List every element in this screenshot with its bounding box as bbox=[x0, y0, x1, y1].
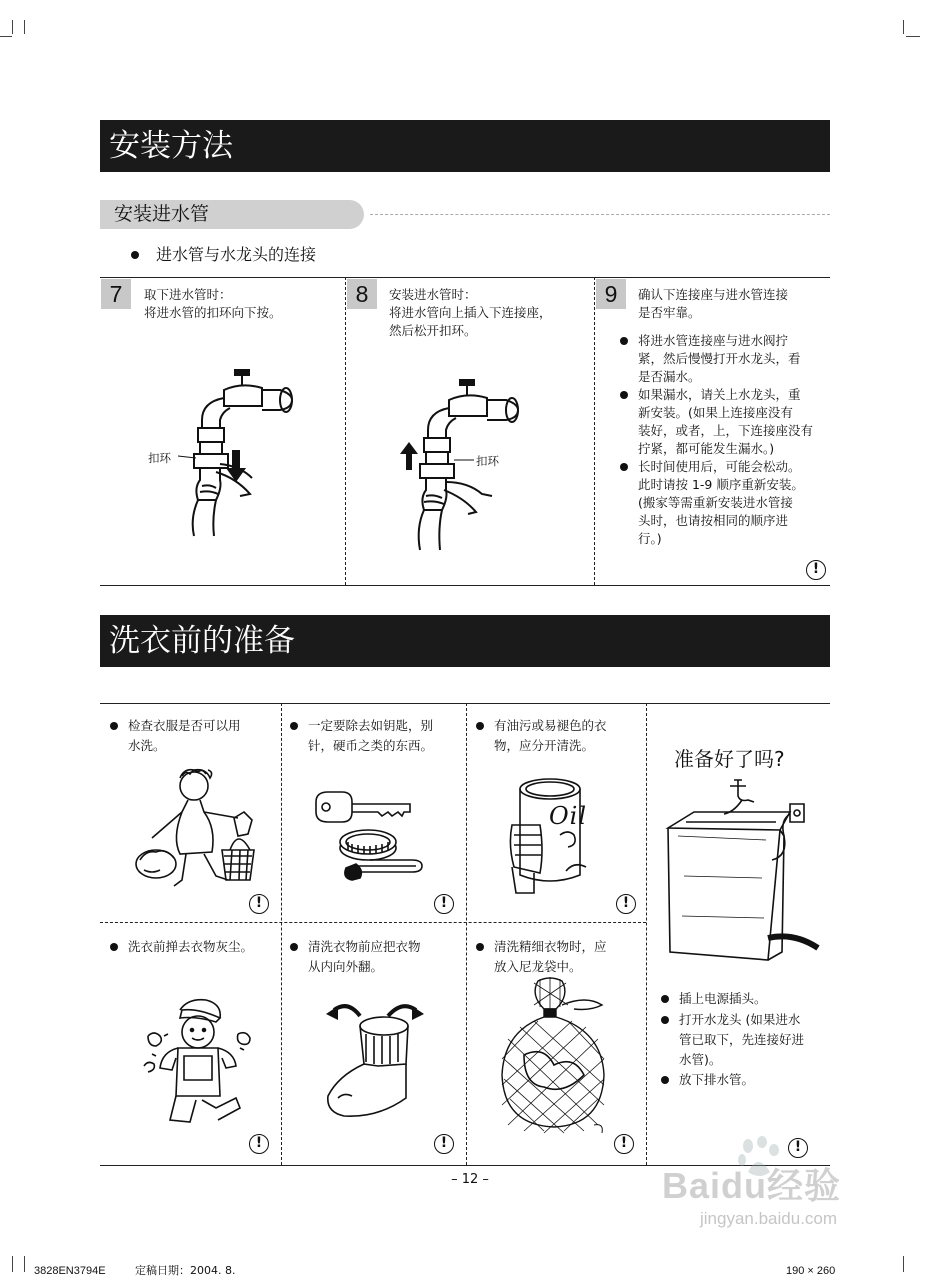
footer-size: 190 × 260 bbox=[786, 1265, 836, 1277]
faucet-illustration bbox=[180, 368, 300, 538]
ready-bullet-line: 插上电源插头。 bbox=[679, 991, 767, 1006]
bullet-dot bbox=[661, 995, 669, 1003]
step-text-line: 安装进水管时： bbox=[389, 287, 477, 302]
step-text-line: 确认下连接座与进水管连接 bbox=[638, 287, 789, 302]
step-text-line: 将进水管向上插入下连接座， bbox=[389, 305, 552, 320]
crop-mark bbox=[903, 1256, 904, 1272]
step-bullet-line: 拧紧，都可能发生漏水。) bbox=[638, 441, 775, 456]
ready-bullet-line: 放下排水管。 bbox=[679, 1072, 755, 1087]
ready-bullet-line: 管已取下，先连接好进 bbox=[679, 1032, 805, 1047]
cell-text-line: 清洗衣物前应把衣物 bbox=[308, 939, 421, 954]
section-title-installation: 安装方法 bbox=[100, 120, 830, 172]
warning-icon: ! bbox=[434, 1134, 454, 1154]
faucet-illustration bbox=[402, 378, 527, 553]
bullet-dot bbox=[290, 722, 298, 730]
step-text-line: 然后松开扣环。 bbox=[389, 323, 477, 338]
step-text-line: 将进水管的扣环向下按。 bbox=[144, 305, 282, 320]
grid-divider bbox=[466, 703, 467, 1165]
grid-divider bbox=[281, 703, 282, 1165]
step-bullet-line: (搬家等需重新安装进水管接 bbox=[638, 495, 793, 510]
step-bullet-line: 将进水管连接座与进水阀拧 bbox=[638, 333, 789, 348]
cell-text-line: 针，硬币之类的东西。 bbox=[308, 738, 434, 753]
oil-stained-clothes-illustration bbox=[500, 775, 600, 895]
warning-icon: ! bbox=[614, 1134, 634, 1154]
cell-text-line: 一定要除去如钥匙，别 bbox=[308, 718, 434, 733]
step-number: 8 bbox=[347, 279, 377, 309]
cell-text-line: 从内向外翻。 bbox=[308, 959, 384, 974]
child-with-laundry-illustration bbox=[132, 768, 262, 893]
crop-mark bbox=[903, 20, 904, 34]
crop-mark bbox=[12, 20, 13, 34]
bullet-dot bbox=[661, 1076, 669, 1084]
bullet-dot bbox=[476, 943, 484, 951]
grid-middle-divider bbox=[100, 922, 646, 923]
cell-text-line: 水洗。 bbox=[128, 738, 166, 753]
bullet-dot bbox=[110, 943, 118, 951]
steps-divider bbox=[594, 277, 595, 585]
crop-mark bbox=[24, 1256, 25, 1272]
steps-top-border bbox=[100, 277, 830, 278]
section-title-preparation: 洗衣前的准备 bbox=[100, 615, 830, 667]
step-number: 7 bbox=[101, 279, 131, 309]
step-bullet-line: 头时，也请按相同的顺序进 bbox=[638, 513, 789, 528]
boy-shaking-clothes-illustration bbox=[140, 996, 260, 1131]
subsection-title: 安装进水管 bbox=[100, 200, 364, 229]
ready-title: 准备好了吗? bbox=[674, 747, 785, 771]
nylon-mesh-bag-illustration bbox=[494, 975, 614, 1135]
step-bullet-line: 行。) bbox=[638, 531, 662, 546]
cell-text-line: 有油污或易褪色的衣 bbox=[494, 718, 607, 733]
watermark-url: jingyan.baidu.com bbox=[700, 1209, 838, 1228]
cell-text-line: 检查衣服是否可以用 bbox=[128, 718, 241, 733]
watermark-brand: Baidu经验 bbox=[662, 1165, 842, 1206]
ready-bullet-line: 水管)。 bbox=[679, 1052, 722, 1067]
crop-mark bbox=[0, 36, 12, 37]
crop-mark bbox=[12, 1256, 13, 1272]
bullet-dot bbox=[110, 722, 118, 730]
bullet-dot bbox=[620, 337, 628, 345]
step-bullet-line: 长时间使用后，可能会松动。 bbox=[638, 459, 801, 474]
bullet-dot bbox=[131, 251, 139, 259]
cell-text-line: 清洗精细衣物时，应 bbox=[494, 939, 607, 954]
washing-machine-illustration bbox=[664, 776, 824, 966]
footer-date: 定稿日期：2004. 8. bbox=[135, 1264, 236, 1277]
cell-text-line: 洗衣前掸去衣物灰尘。 bbox=[128, 939, 254, 954]
step-bullet-line: 紧，然后慢慢打开水龙头，看 bbox=[638, 351, 801, 366]
cell-text-line: 物，应分开清洗。 bbox=[494, 738, 595, 753]
crop-mark bbox=[906, 36, 920, 37]
step-text-line: 取下进水管时： bbox=[144, 287, 232, 302]
subtitle-divider bbox=[370, 214, 830, 215]
step-number: 9 bbox=[596, 279, 626, 309]
ready-bullet-line: 打开水龙头 (如果进水 bbox=[679, 1012, 801, 1027]
warning-icon: ! bbox=[249, 894, 269, 914]
warning-icon: ! bbox=[434, 894, 454, 914]
bullet-dot bbox=[476, 722, 484, 730]
warning-icon: ! bbox=[788, 1138, 808, 1158]
step-bullet-line: 是否漏水。 bbox=[638, 369, 701, 384]
bullet-dot bbox=[620, 391, 628, 399]
keys-coin-pin-illustration bbox=[312, 790, 432, 890]
page-number: – 12 – bbox=[451, 1172, 489, 1187]
step-bullet-line: 如果漏水，请关上水龙头，重 bbox=[638, 387, 801, 402]
steps-divider bbox=[345, 277, 346, 585]
step-bullet-line: 此时请按 1-9 顺序重新安装。 bbox=[638, 477, 804, 492]
turned-sock-illustration bbox=[318, 996, 438, 1126]
bullet-dot bbox=[661, 1016, 669, 1024]
warning-icon: ! bbox=[806, 560, 826, 580]
bullet-heading: 进水管与水龙头的连接 bbox=[156, 245, 317, 264]
step-bullet-line: 装好，或者，上，下连接座没有 bbox=[638, 423, 814, 438]
steps-bottom-border bbox=[100, 585, 830, 586]
crop-mark bbox=[24, 20, 25, 34]
grid-top-border bbox=[100, 703, 830, 704]
footer-code: 3828EN3794E bbox=[34, 1265, 106, 1277]
grid-divider bbox=[646, 703, 647, 1165]
oil-can-label: Oil bbox=[549, 802, 588, 830]
ring-label: 扣环 bbox=[148, 451, 171, 465]
cell-text-line: 放入尼龙袋中。 bbox=[494, 959, 582, 974]
bullet-dot bbox=[290, 943, 298, 951]
step-text-line: 是否牢靠。 bbox=[638, 305, 701, 320]
ring-label: 扣环 bbox=[476, 454, 499, 468]
step-bullet-line: 新安装。(如果上连接座没有 bbox=[638, 405, 793, 420]
warning-icon: ! bbox=[616, 894, 636, 914]
warning-icon: ! bbox=[249, 1134, 269, 1154]
bullet-dot bbox=[620, 463, 628, 471]
